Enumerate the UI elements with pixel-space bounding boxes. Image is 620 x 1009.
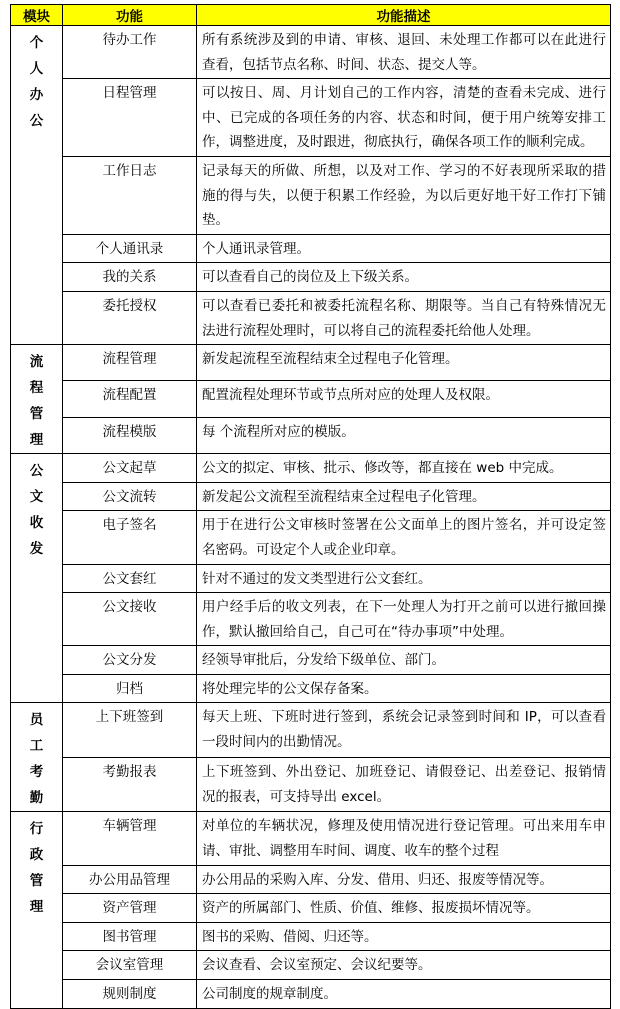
description-cell: 公司制度的规章制度。 (197, 980, 611, 1009)
description-cell: 可以按日、周、月计划自己的工作内容，清楚的查看未完成、进行中、已完成的各项任务的内容、状态和时间，便于用户统筹安排工作，调整进度，及时跟进，彻底执行，确保各项工作的顺利完成。 (197, 79, 611, 157)
description-cell: 图书的采购、借阅、归还等。 (197, 922, 611, 951)
description-cell: 会议查看、会议室预定、会议纪要等。 (197, 951, 611, 980)
function-cell: 归档 (63, 674, 197, 703)
function-cell: 上下班签到 (63, 703, 197, 758)
function-cell: 流程管理 (63, 345, 197, 381)
feature-table (10, 4, 611, 1009)
table-row (11, 757, 611, 812)
description-cell: 用于在进行公文审核时签署在公文面单上的图片签名，并可设定签名密码。可设定个人或企业印章。 (197, 511, 611, 564)
function-cell: 工作日志 (63, 156, 197, 234)
description-cell: 可以查看自己的岗位及上下级关系。 (197, 263, 611, 292)
function-cell: 规则制度 (63, 980, 197, 1009)
table-row (11, 454, 611, 483)
function-cell: 公文套红 (63, 564, 197, 593)
description-cell: 个人通讯录管理。 (197, 234, 611, 263)
function-cell: 资产管理 (63, 894, 197, 923)
description-cell: 用户经手后的收文列表，在下一处理人为打开之前可以进行撤回操作，默认撤回给自己，自己可在“待办事项”中处理。 (197, 593, 611, 646)
table-row (11, 922, 611, 951)
function-cell: 流程模版 (63, 417, 197, 453)
table-row (11, 951, 611, 980)
function-cell: 公文接收 (63, 593, 197, 646)
table-row (11, 234, 611, 263)
table-row (11, 26, 611, 79)
table-row (11, 291, 611, 344)
table-row (11, 511, 611, 564)
table-row (11, 646, 611, 675)
description-cell: 公文的拟定、审核、批示、修改等，都直接在 web 中完成。 (197, 454, 611, 483)
description-cell: 针对不通过的发文类型进行公文套红。 (197, 564, 611, 593)
module-cell (11, 703, 63, 812)
module-name: 员工考勤 (29, 712, 44, 807)
module-cell (11, 812, 63, 1008)
description-cell: 所有系统涉及到的申请、审核、退回、未处理工作都可以在此进行查看，包括节点名称、时间、状态、提交人等。 (197, 26, 611, 79)
table-row (11, 417, 611, 453)
table-row (11, 564, 611, 593)
function-cell: 图书管理 (63, 922, 197, 951)
description-cell: 资产的所属部门、性质、价值、维修、报废损坏情况等。 (197, 894, 611, 923)
function-cell: 流程配置 (63, 381, 197, 417)
description-cell: 每 个流程所对应的模版。 (197, 417, 611, 453)
description-cell: 每天上班、下班时进行签到，系统会记录签到时间和 IP，可以查看一段时间内的出勤情况。 (197, 703, 611, 758)
description-cell: 记录每天的所做、所想，以及对工作、学习的不好表现所采取的措施的得与失，以便于积累工作经验，为以后更好地干好工作打下铺垫。 (197, 156, 611, 234)
header-row (11, 5, 611, 26)
description-cell: 配置流程处理环节或节点所对应的处理人及权限。 (197, 381, 611, 417)
description-cell: 上下班签到、外出登记、加班登记、请假登记、出差登记、报销情况的报表，可支持导出 excel。 (197, 757, 611, 812)
function-cell: 车辆管理 (63, 812, 197, 865)
table-row (11, 482, 611, 511)
function-cell: 个人通讯录 (63, 234, 197, 263)
function-cell: 考勤报表 (63, 757, 197, 812)
header-description: 功能描述 (197, 5, 611, 26)
module-cell (11, 26, 63, 345)
function-cell: 公文流转 (63, 482, 197, 511)
table-row (11, 894, 611, 923)
description-cell: 将处理完毕的公文保存备案。 (197, 674, 611, 703)
description-cell: 可以查看已委托和被委托流程名称、期限等。当自己有特殊情况无法进行流程处理时，可以将自己的流程委托给他人处理。 (197, 291, 611, 344)
function-cell: 会议室管理 (63, 951, 197, 980)
description-cell: 对单位的车辆状况，修理及使用情况进行登记管理。可出来用车申请、审批、调整用车时间、调度、收车的整个过程 (197, 812, 611, 865)
table-row (11, 79, 611, 157)
function-cell: 待办工作 (63, 26, 197, 79)
function-cell: 电子签名 (63, 511, 197, 564)
module-name: 公文收发 (29, 463, 44, 558)
table-row (11, 980, 611, 1009)
description-cell: 新发起流程至流程结束全过程电子化管理。 (197, 345, 611, 381)
module-name: 流程管理 (29, 354, 44, 449)
header-function: 功能 (63, 5, 197, 26)
function-cell: 我的关系 (63, 263, 197, 292)
description-cell: 新发起公文流程至流程结束全过程电子化管理。 (197, 482, 611, 511)
function-cell: 公文起草 (63, 454, 197, 483)
header-module: 模块 (11, 5, 63, 26)
module-name: 个人办公 (29, 35, 44, 129)
table-row (11, 345, 611, 381)
table-row (11, 381, 611, 417)
table-row (11, 703, 611, 758)
module-name: 行政管理 (29, 821, 44, 916)
description-cell: 办公用品的采购入库、分发、借用、归还、报废等情况等。 (197, 865, 611, 894)
function-cell: 公文分发 (63, 646, 197, 675)
module-cell (11, 345, 63, 454)
function-cell: 办公用品管理 (63, 865, 197, 894)
feature-table-container (10, 4, 610, 1009)
function-cell: 委托授权 (63, 291, 197, 344)
function-cell: 日程管理 (63, 79, 197, 157)
table-row (11, 593, 611, 646)
module-cell (11, 454, 63, 703)
table-body (11, 26, 611, 1009)
table-row (11, 674, 611, 703)
description-cell: 经领导审批后，分发给下级单位、部门。 (197, 646, 611, 675)
table-row (11, 812, 611, 865)
table-row (11, 263, 611, 292)
table-row (11, 865, 611, 894)
table-row (11, 156, 611, 234)
